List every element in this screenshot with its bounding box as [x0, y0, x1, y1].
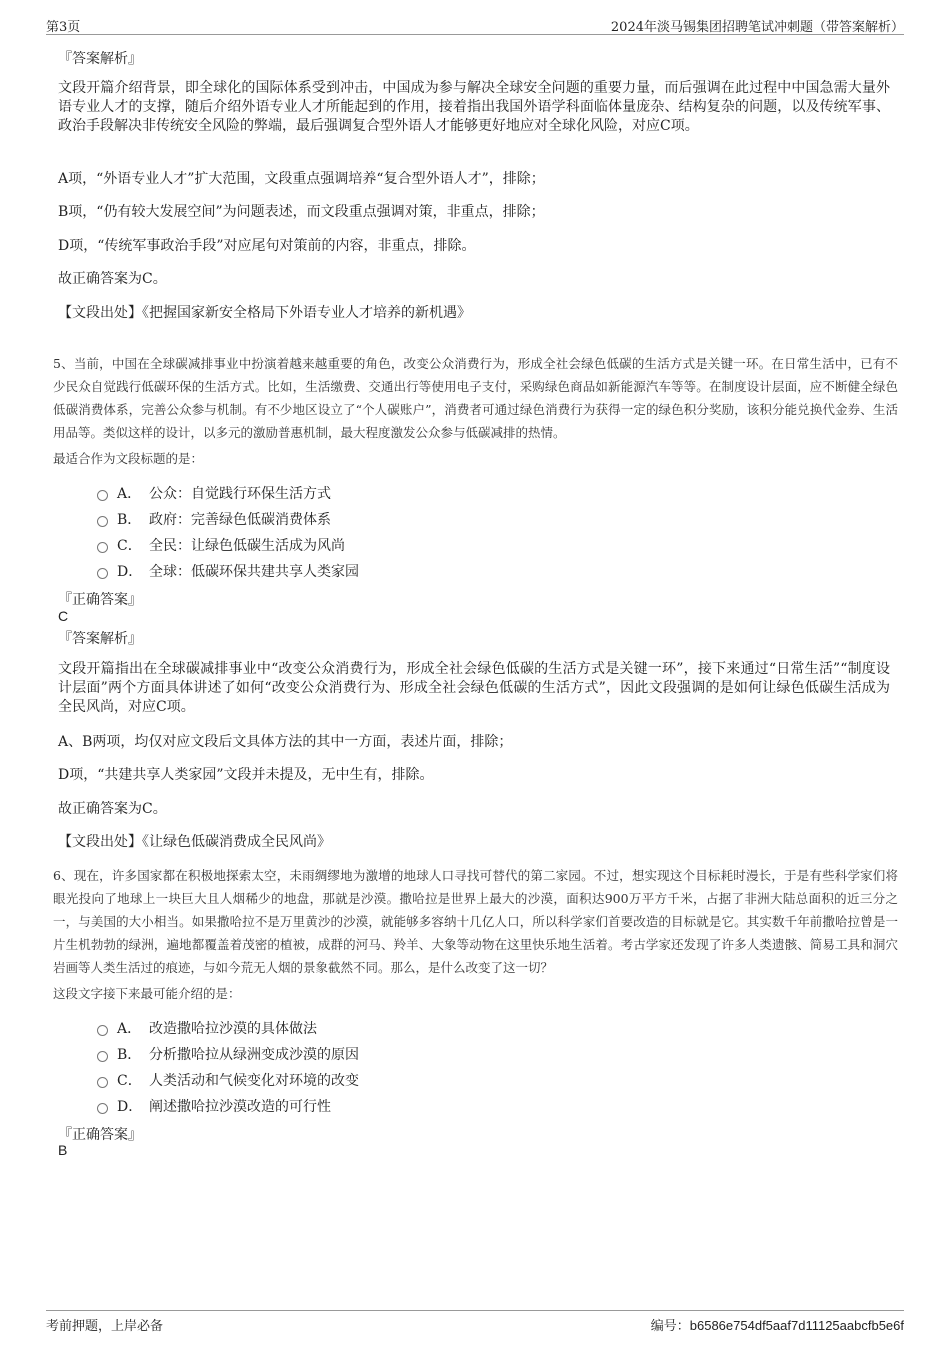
question-6-option-d[interactable] — [97, 1096, 331, 1116]
analysis-text: 文段开篇介绍背景，即全球化的国际体系受到冲击，中国成为参与解决全球安全问题的重要力量，而后强调在此过程中中国急需大量外语专业人才的支撑，随后介绍外语专业人才所能起到的作用，接着指出我国外语学科面临体量庞杂、结构复杂的问题，以及传统军事、政治手段解决非传统安全风险的弊端，最后强调复合型外语人才能够更好地应对全球化风险，对应C项。 — [58, 80, 890, 134]
analysis-label: 『答案解析』 — [58, 631, 142, 647]
analysis-option-b: B项，“仍有较大发展空间”为问题表述，而文段重点强调对策，非重点，排除； — [58, 204, 545, 220]
option-text: 公众：自觉践行环保生活方式 — [149, 486, 331, 502]
option-letter: D． — [117, 564, 143, 580]
radio-icon[interactable] — [97, 1077, 108, 1088]
correct-answer: C — [58, 608, 69, 624]
document-code: 编号：b6586e754df5aaf7d11125aabcfb5e6f — [650, 1318, 904, 1333]
page-header — [46, 14, 904, 35]
question-6-option-c[interactable] — [97, 1070, 359, 1090]
radio-icon[interactable] — [97, 542, 108, 553]
option-text: 人类活动和气候变化对环境的改变 — [149, 1073, 359, 1089]
analysis-text: 文段开篇指出在全球碳减排事业中“改变公众消费行为，形成全社会绿色低碳的生活方式是关键一环”，接下来通过“日常生活”“制度设计层面”两个方面具体讲述了如何“改变公众消费行为、形成全社会绿色低碳的生活方式”，因此文段强调的是如何让绿色低碳生活成为全民风尚，对应C项。 — [58, 661, 890, 715]
analysis-conclusion: 故正确答案为C。 — [58, 271, 167, 287]
analysis-option-a: A项，“外语专业人才”扩大范围，文段重点强调培养“复合型外语人才”，排除； — [58, 171, 545, 187]
option-text: 阐述撒哈拉沙漠改造的可行性 — [149, 1099, 331, 1115]
radio-icon[interactable] — [97, 1025, 108, 1036]
radio-icon[interactable] — [97, 1051, 108, 1062]
question-5-option-b[interactable] — [97, 509, 331, 529]
option-letter: D． — [117, 1099, 143, 1115]
passage-source: 【文段出处】《把握国家新安全格局下外语专业人才培养的新机遇》 — [58, 305, 471, 321]
option-letter: C． — [117, 1073, 142, 1089]
correct-answer-label: 『正确答案』 — [58, 592, 142, 608]
question-6-option-b[interactable] — [97, 1044, 359, 1064]
analysis-label: 『答案解析』 — [58, 51, 142, 67]
option-letter: A． — [117, 1021, 142, 1037]
question-5-option-d[interactable] — [97, 561, 359, 581]
question-5-option-c[interactable] — [97, 535, 345, 555]
question-6-prompt: 这段文字接下来最可能介绍的是： — [53, 986, 241, 1001]
option-letter: A． — [117, 486, 142, 502]
option-text: 全球：低碳环保共建共享人类家园 — [149, 564, 359, 580]
analysis-option-d: D项，“传统军事政治手段”对应尾句对策前的内容，非重点，排除。 — [58, 238, 476, 254]
question-5-passage: 5、当前，中国在全球碳减排事业中扮演着越来越重要的角色，改变公众消费行为，形成全社会绿色低碳的生活方式是关键一环。在日常生活中，已有不少民众自觉践行低碳环保的生活方式。比如，生活缴费、交通出行等使用电子支付，采购绿色商品如新能源汽车等等。在制度设计层面，应不断健全绿色低碳消费体系，完善公众参与机制。有不少地区设立了“个人碳账户”，消费者可通过绿色消费行为获得一定的绿色积分奖励，该积分能兑换代金券、生活用品等。类似这样的设计，以多元的激励普惠机制，最大程度激发公众参与低碳减排的热情。 — [53, 356, 898, 440]
page-number: 第3页 — [46, 20, 81, 35]
option-text: 改造撒哈拉沙漠的具体做法 — [149, 1021, 317, 1037]
radio-icon[interactable] — [97, 568, 108, 579]
question-6-option-a[interactable] — [97, 1018, 317, 1038]
analysis-option-ab: A、B两项，均仅对应文段后文具体方法的其中一方面，表述片面，排除； — [58, 734, 513, 750]
radio-icon[interactable] — [97, 490, 108, 501]
question-5-option-a[interactable] — [97, 483, 331, 503]
option-letter: B． — [117, 512, 142, 528]
radio-icon[interactable] — [97, 516, 108, 527]
question-5-prompt: 最适合作为文段标题的是： — [53, 451, 204, 466]
radio-icon[interactable] — [97, 1103, 108, 1114]
option-text: 分析撒哈拉从绿洲变成沙漠的原因 — [149, 1047, 359, 1063]
option-text: 政府：完善绿色低碳消费体系 — [149, 512, 331, 528]
correct-answer: B — [58, 1142, 68, 1158]
passage-source: 【文段出处】《让绿色低碳消费成全民风尚》 — [58, 834, 331, 850]
footer-slogan: 考前押题，上岸必备 — [46, 1319, 164, 1334]
option-text: 全民：让绿色低碳生活成为风尚 — [149, 538, 345, 554]
document-title: 2024年淡马锡集团招聘笔试冲刺题（带答案解析） — [610, 20, 904, 35]
option-letter: C． — [117, 538, 142, 554]
analysis-conclusion: 故正确答案为C。 — [58, 801, 167, 817]
correct-answer-label: 『正确答案』 — [58, 1127, 142, 1143]
page-footer — [46, 1310, 904, 1335]
option-letter: B． — [117, 1047, 142, 1063]
analysis-option-d: D项，“共建共享人类家园”文段并未提及，无中生有，排除。 — [58, 767, 434, 783]
question-6-passage: 6、现在，许多国家都在积极地探索太空，未雨绸缪地为激增的地球人口寻找可替代的第二家园。不过，想实现这个目标耗时漫长，于是有些科学家们将眼光投向了地球上一块巨大且人烟稀少的地盘，那就是沙漠。撒哈拉是世界上最大的沙漠，面积达900万平方千米，占据了非洲大陆总面积的近三分之一，与美国的大小相当。如果撒哈拉不是万里黄沙的沙漠，就能够多容纳十几亿人口，所以科学家们首要改造的目标就是它。其实数千年前撒哈拉曾是一片生机勃勃的绿洲，遍地都覆盖着茂密的植被，成群的河马、羚羊、大象等动物在这里快乐地生活着。考古学家还发现了许多人类遗骸、简易工具和洞穴岩画等人类生活过的痕迹，与如今荒无人烟的景象截然不同。那么，是什么改变了这一切？ — [53, 868, 898, 975]
